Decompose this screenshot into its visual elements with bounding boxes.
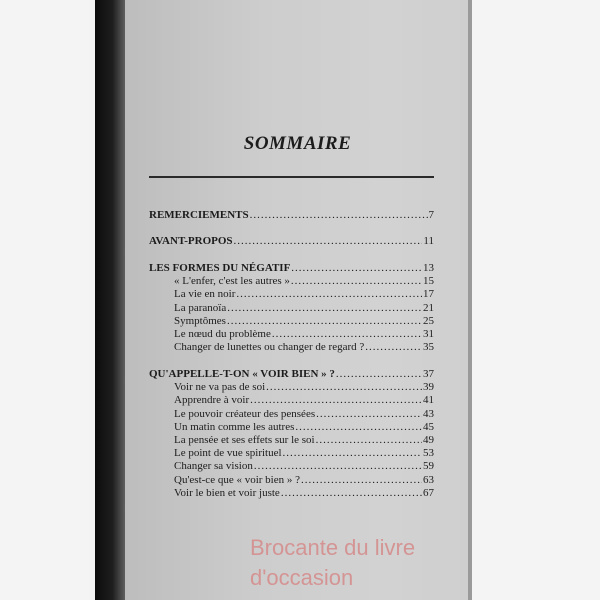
toc-leader-dots — [316, 408, 422, 420]
toc-section-label: QU'APPELLE-T-ON « VOIR BIEN » ? — [149, 368, 335, 380]
toc-page-number: 21 — [423, 301, 434, 314]
toc-entry — [174, 394, 434, 406]
toc-entry — [174, 474, 434, 486]
toc-page-number: 11 — [423, 235, 434, 247]
toc-leader-dots — [316, 434, 422, 446]
toc-entry-label: La paranoïa — [174, 301, 227, 314]
watermark-line-2: d'occasion — [250, 565, 354, 590]
toc-leader-dots — [291, 262, 422, 274]
watermark-line-1: Brocante du livre — [250, 535, 416, 560]
toc-section-label: REMERCIEMENTS — [149, 209, 249, 221]
toc-entry-label: Le pouvoir créateur des pensées — [174, 407, 316, 420]
toc-leader-dots — [365, 341, 422, 353]
toc-section — [149, 262, 434, 274]
toc-page-number: 45 — [423, 420, 434, 433]
toc-page-number: 35 — [423, 341, 434, 354]
toc-leader-dots — [254, 460, 422, 472]
toc-section — [149, 209, 434, 221]
toc-entry — [174, 460, 434, 472]
toc-page-number: 49 — [423, 434, 434, 446]
toc-entry-label: Changer de lunettes ou changer de regard ? — [174, 341, 365, 354]
toc-leader-dots — [272, 328, 422, 340]
toc-page-number: 41 — [423, 394, 434, 407]
toc-section — [149, 235, 434, 247]
watermark — [250, 533, 415, 593]
toc-entry-label: La vie en noir — [174, 288, 236, 301]
toc-entry — [174, 434, 434, 446]
toc-entry — [174, 341, 434, 353]
toc-entry — [174, 381, 434, 393]
toc-entry — [174, 328, 434, 340]
toc-leader-dots — [236, 288, 422, 300]
toc-entry-label: Le nœud du problème — [174, 328, 271, 340]
toc-entry — [174, 447, 434, 459]
toc-leader-dots — [295, 421, 422, 433]
toc-entry — [174, 421, 434, 433]
toc-page-number: 13 — [423, 262, 434, 274]
toc-entry — [174, 408, 434, 420]
toc-page-number: 67 — [423, 486, 434, 499]
toc-section-label: AVANT-PROPOS — [149, 235, 233, 247]
toc-leader-dots — [266, 381, 422, 393]
toc-entry-label: Voir ne va pas de soi — [174, 381, 266, 394]
toc-entry — [174, 302, 434, 314]
toc-entry — [174, 315, 434, 327]
toc-entry-label: Changer sa vision — [174, 460, 253, 473]
toc-entry-label: La pensée et ses effets sur le soi — [174, 434, 315, 446]
toc-page-number: 63 — [423, 473, 434, 486]
toc-page-number: 31 — [423, 328, 434, 340]
toc-leader-dots — [227, 302, 422, 314]
toc-leader-dots — [250, 394, 422, 406]
toc-page-number: 17 — [423, 288, 434, 301]
toc-entry-label: Symptômes — [174, 314, 226, 327]
toc-page-number: 39 — [423, 381, 434, 394]
toc-leader-dots — [281, 487, 422, 499]
toc-entry — [174, 288, 434, 300]
toc-page-number: 59 — [423, 460, 434, 473]
toc-leader-dots — [291, 275, 422, 287]
toc-entry-label: Qu'est-ce que « voir bien » ? — [174, 473, 300, 486]
toc-page-number: 53 — [423, 447, 434, 460]
toc-entry-label: Le point de vue spirituel — [174, 447, 282, 460]
toc-entry — [174, 275, 434, 287]
toc-section — [149, 368, 434, 380]
toc-leader-dots — [336, 368, 422, 380]
toc-page-number: 43 — [423, 407, 434, 420]
page-title: SOMMAIRE — [243, 133, 352, 154]
toc-entry-label: Voir le bien et voir juste — [174, 486, 280, 499]
toc-leader-dots — [301, 474, 422, 486]
toc-entry-label: Un matin comme les autres — [174, 420, 295, 433]
toc-page-number: 15 — [423, 275, 434, 288]
toc-entry — [174, 487, 434, 499]
toc-leader-dots — [234, 235, 423, 247]
toc-leader-dots — [283, 447, 422, 459]
toc-leader-dots — [250, 209, 428, 221]
toc-entry-label: « L'enfer, c'est les autres » — [174, 275, 290, 288]
toc-entry-label: Apprendre à voir — [174, 394, 250, 407]
toc-leader-dots — [227, 315, 422, 327]
toc-page-number: 37 — [423, 368, 434, 380]
toc-page-number: 25 — [423, 314, 434, 327]
toc-section-label: LES FORMES DU NÉGATIF — [149, 262, 291, 274]
toc-page-number: 7 — [428, 209, 434, 221]
